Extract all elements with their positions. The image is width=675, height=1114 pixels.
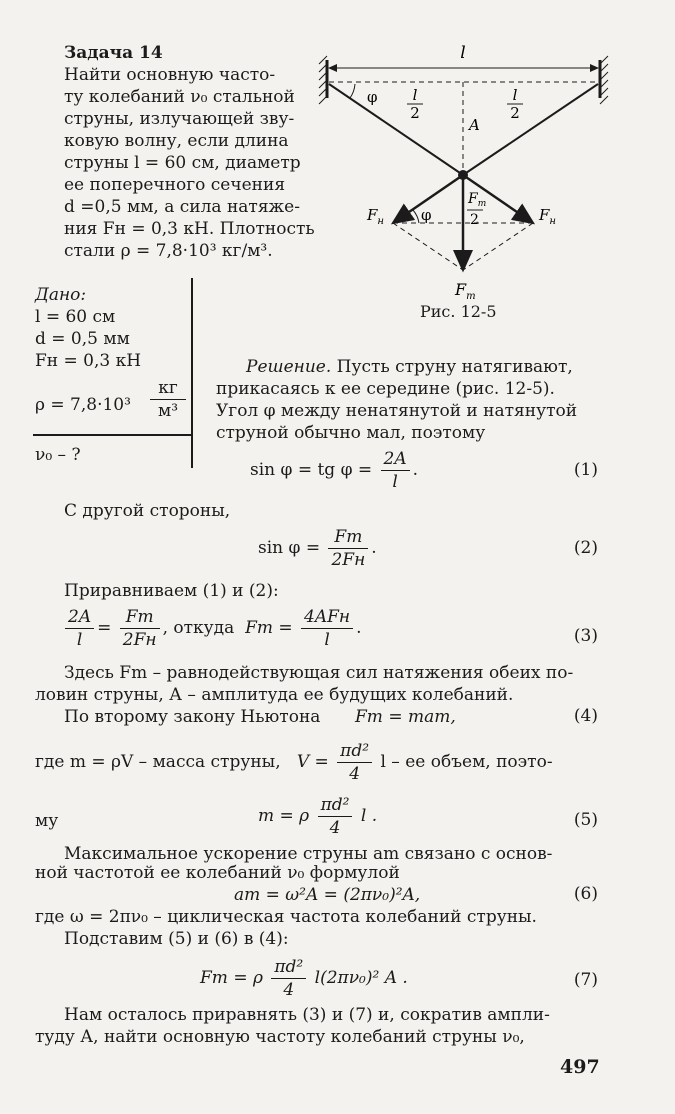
solution-line: туду А, найти основную частоту колебаний струны ν₀, [35, 1027, 525, 1047]
label-Fm-half: $F_m$ [468, 191, 487, 209]
svg-text:l: l [512, 86, 518, 104]
label-phi-top: φ [367, 88, 378, 106]
equation-5: m = ρ $\frac{\text{πd²}}{4}$ l . [258, 795, 378, 838]
given-header: Дано: [35, 285, 87, 305]
string-right-half [463, 84, 598, 175]
equation-2: sin φ = Fm 2Fн . [258, 527, 377, 570]
string-left-half [329, 84, 463, 175]
solution-line: Приравниваем (1) и (2): [64, 581, 279, 601]
problem-line: d =0,5 мм, а сила натяже- [64, 197, 300, 217]
svg-text:l: l [412, 86, 418, 104]
problem-line: ту колебаний ν₀ стальной [64, 87, 295, 107]
svg-text:2: 2 [470, 212, 479, 228]
eq-number-3: (3) [573, 626, 598, 646]
given-divider-horizontal [33, 434, 193, 436]
figure-caption: Рис. 12-5 [420, 302, 497, 321]
left-wall [319, 56, 327, 104]
solution-line: Подставим (5) и (6) в (4): [64, 929, 289, 949]
eq-number-2: (2) [573, 538, 598, 558]
label-phi-bottom: φ [421, 206, 432, 224]
given-find: ν₀ – ? [35, 445, 81, 465]
given-rho: ρ = 7,8·10³ [35, 395, 131, 415]
equation-1: sin φ = tg φ = $\frac{2A}{l}$ . [250, 449, 419, 492]
given-l: l = 60 см [35, 307, 116, 327]
label-A: A [469, 116, 480, 134]
right-wall [600, 56, 608, 104]
solution-line: струной обычно мал, поэтому [216, 423, 486, 443]
page-number: 497 [560, 1056, 600, 1078]
problem-line: Найти основную часто- [64, 65, 276, 85]
solution-line: где ω = 2πν₀ – циклическая частота колебаний струны. [35, 907, 537, 927]
solution-intro: Решение. Пусть струну натягивают, [246, 357, 573, 377]
label-Fm: $F_m$ [455, 280, 476, 302]
eq-number-4: (4) [573, 706, 598, 726]
problem-line: струны l = 60 см, диаметр [64, 153, 301, 173]
mass-line: где m = ρV – масса струны, V = $\frac{\text{πd²}}{4}$ l – ее объем, поэто- [35, 741, 553, 784]
problem-line: струны, излучающей зву- [64, 109, 295, 129]
solution-line: ловин струны, А – амплитуда ее будущих колебаний. [35, 685, 514, 705]
given-rho-unit: кг м³ [150, 377, 186, 422]
eq-number-1: (1) [573, 460, 598, 480]
problem-title: Задача 14 [64, 43, 163, 63]
svg-text:2: 2 [410, 104, 420, 122]
solution-line: Максимальное ускорение струны am связано с основ- [64, 844, 553, 864]
given-F: Fн = 0,3 кН [35, 351, 142, 371]
solution-line: прикасаясь к ее середине (рис. 12-5). [216, 379, 555, 399]
solution-line: По второму закону Ньютона [64, 707, 321, 727]
string-figure [315, 40, 615, 310]
label-Fn-left: $F_н$ [367, 206, 385, 227]
eq-number-7: (7) [573, 970, 598, 990]
contact-point [458, 170, 468, 180]
given-divider-vertical [191, 278, 193, 468]
problem-line: ее поперечного сечения [64, 175, 286, 195]
problem-line: стали ρ = 7,8·10³ кг/м³. [64, 241, 273, 261]
equation-6: am = ω²A = (2πν₀)²A, [234, 885, 421, 905]
equation-3: $\frac{2A}{l}$ = Fm 2Fн , откуда Fm = 4AFн l . [62, 606, 362, 651]
equation-4: Fm = mam, [355, 707, 456, 727]
solution-line: С другой стороны, [64, 501, 231, 521]
solution-line: ной частотой ее колебаний ν₀ формулой [35, 863, 400, 883]
given-d: d = 0,5 мм [35, 329, 130, 349]
equation-7: Fm = ρ $\frac{\text{πd²}}{4}$ l(2πν₀)² A . [200, 957, 408, 1000]
eq-number-5: (5) [573, 810, 598, 830]
solution-line: Здесь Fm – равнодействующая сил натяжения обеих по- [64, 663, 574, 683]
solution-line: Нам осталось приравнять (3) и (7) и, сократив ампли- [64, 1005, 550, 1025]
solution-line: Угол φ между ненатянутой и натянутой [216, 401, 578, 421]
label-l: l [460, 43, 466, 63]
eq-number-6: (6) [573, 884, 598, 904]
solution-line: му [35, 811, 59, 831]
problem-line: ния Fн = 0,3 кН. Плотность [64, 219, 315, 239]
problem-line: ковую волну, если длина [64, 131, 289, 151]
label-Fn-right: $F_н$ [539, 206, 557, 227]
svg-text:2: 2 [510, 104, 520, 122]
